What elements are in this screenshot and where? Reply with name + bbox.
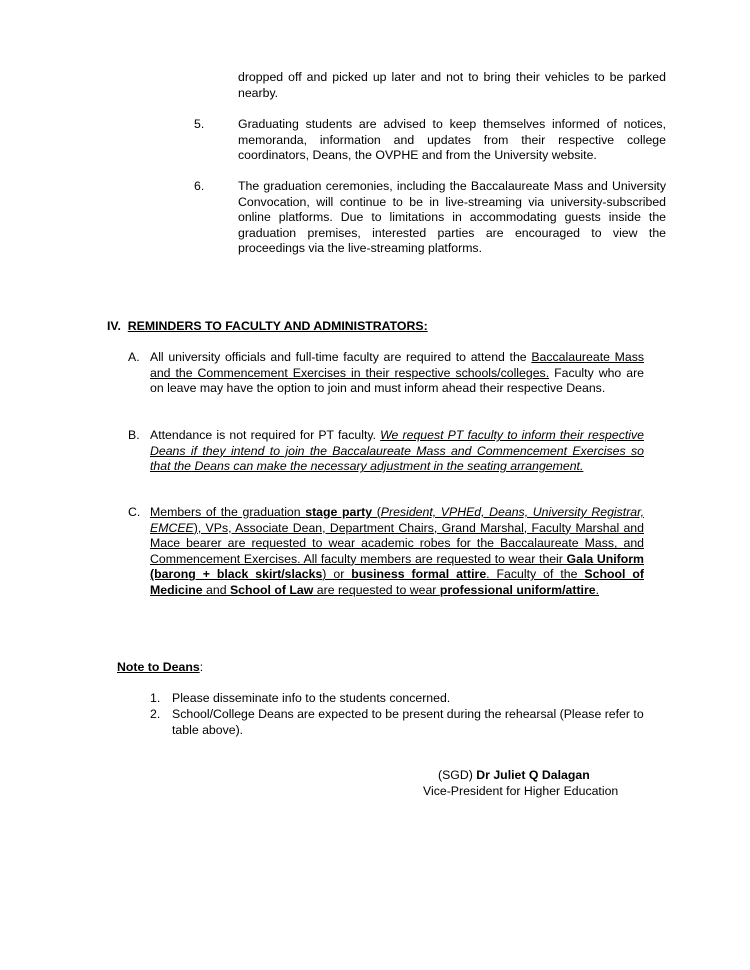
reminder-c-school-law: School of Law — [229, 582, 314, 597]
note-title: Note to Deans — [117, 660, 200, 674]
reminder-c-professional-uniform: professional uniform/attire — [439, 582, 596, 597]
reminder-c-part: ), VPs, Associate Dean, Department Chairs, Grand Marshal, Faculty Marshal and Mace bearer are requested to wear academic robes for the Baccalaureate Mass, and Commencement Exercises. All faculty members are requested to wear their — [150, 520, 644, 566]
note-text: School/College Deans are expected to be present during the rehearsal (Please refer to table above). — [172, 707, 644, 737]
item-letter: A. — [128, 350, 140, 364]
reminder-a — [150, 350, 644, 397]
reminder-c-part: and — [202, 582, 230, 597]
reminder-c-part: . Faculty of the — [486, 567, 585, 582]
list-item-6 — [238, 179, 666, 257]
note-number: 1. — [150, 691, 161, 705]
reminder-a-text-2: Faculty who are on leave may have the option to join and must inform ahead their respective Deans. — [150, 365, 645, 396]
item-letter: C. — [128, 505, 141, 519]
signature-prefix: (SGD) — [438, 768, 477, 782]
note-text: Please disseminate info to the students concerned. — [172, 691, 451, 705]
reminder-b-text-1: Attendance is not required for PT faculty. — [150, 428, 381, 442]
note-to-deans-heading — [117, 660, 203, 676]
reminder-c — [150, 505, 644, 599]
signatory-position: Vice-President for Higher Education — [423, 784, 619, 798]
reminder-c-part: ) or — [322, 567, 352, 582]
section-heading — [107, 319, 428, 335]
reminder-c-stage-party-list: President, VPHEd, Deans, University Registrar, EMCEE — [150, 505, 644, 535]
reminder-c-stage-party: stage party — [305, 505, 373, 519]
list-item-5 — [238, 117, 666, 164]
reminder-c-school-medicine: School of Medicine — [150, 567, 644, 597]
reminder-b-italic: We request PT faculty to inform their respective Deans if they intend to join the Baccalaureate Mass and Commencement Exercises so that the Deans can make the necessary adjustment in the seating arrangement. — [150, 428, 644, 474]
signature-line — [438, 768, 590, 784]
reminder-c-gala-uniform: Gala Uniform (barong + black skirt/slacks — [150, 551, 644, 582]
list-item-continued — [238, 70, 666, 101]
item-letter: B. — [128, 428, 140, 442]
reminder-c-part: ( — [372, 505, 381, 519]
note-item-1 — [172, 691, 650, 707]
section-numeral: IV. — [107, 319, 121, 333]
note-number: 2. — [150, 707, 161, 721]
note-item-2 — [172, 707, 650, 738]
reminder-c-business-attire: business formal attire — [351, 567, 487, 582]
reminder-c-part: . — [595, 582, 600, 597]
list-item-text: Graduating students are advised to keep themselves informed of notices, memoranda, information and updates from their respective college coordinators, Deans, the OVPHE and from the University website. — [238, 117, 666, 163]
list-item-number: 5. — [194, 117, 205, 131]
reminder-a-text-1: All university officials and full-time faculty are required to attend the — [150, 350, 532, 364]
list-item-text: The graduation ceremonies, including the Baccalaureate Mass and University Convocation, will continue to be in live-streaming via university-subscribed online platforms. Due to limitations in accommodating guests inside the graduation premises, interested parties are encouraged to view the proceedings via the live-streaming platforms. — [238, 179, 666, 256]
reminder-c-part: Members of the graduation — [150, 505, 306, 519]
list-item-number: 6. — [194, 179, 205, 193]
reminder-b — [150, 428, 644, 475]
note-colon: : — [199, 660, 204, 674]
reminder-a-underlined: Baccalaureate Mass and the Commencement Exercises in their respective schools/colleges. — [150, 350, 644, 380]
signatory-name: Dr Juliet Q Dalagan — [476, 768, 590, 782]
list-item-text: dropped off and picked up later and not to bring their vehicles to be parked nearby. — [238, 70, 666, 100]
reminder-c-part: are requested to wear — [313, 582, 440, 597]
section-title: REMINDERS TO FACULTY AND ADMINISTRATORS: — [127, 319, 428, 333]
